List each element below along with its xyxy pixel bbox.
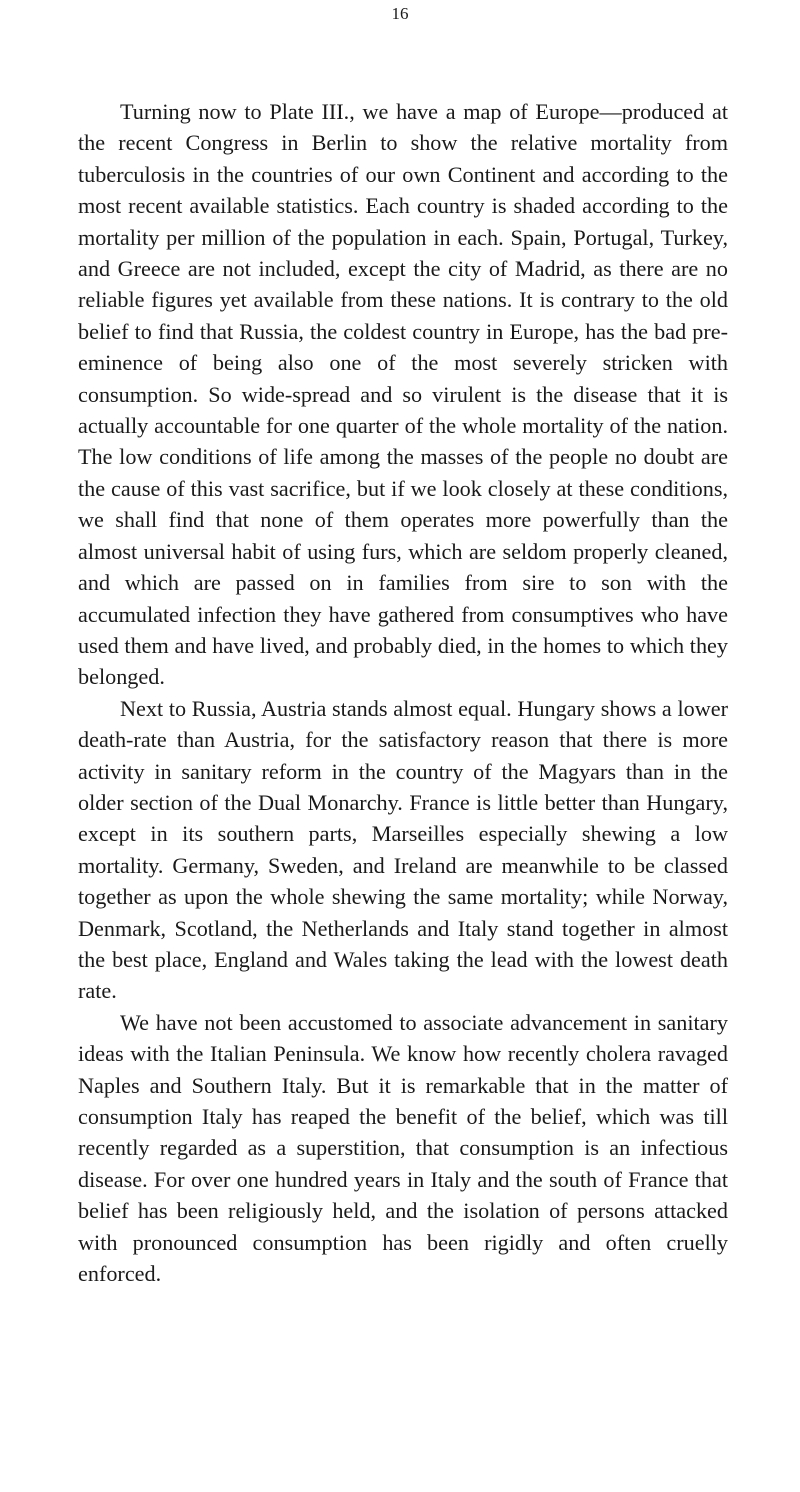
paragraph-3: We have not been accustomed to associate advancement in sanitary ideas with the Italian Peninsula. We know how recently cholera ravaged Naples and Southern Italy. But it is remarkable that in the matter of consumption Italy has reaped the benefit of the belief, which was till recently regarded as a superstition, that consumption is an infectious disease. For over one hundred years in Italy and the south of France that belief has been religiously held, and the isolation of persons attacked with pronounced consumption has been rigidly and often cruelly enforced. <box>78 1009 728 1287</box>
paragraph-1: Turning now to Plate III., we have a map of Europe—produced at the recent Congress in Berlin to show the relative mortality from tuberculosis in the countries of our own Continent and according to the most recent available statistics. Each country is shaded according to the mortality per million of the population in each. Spain, Portugal, Turkey, and Greece are not included, except the city of Madrid, as there are no reliable figures yet available from these nations. It is contrary to the old belief to find that Russia, the coldest country in Europe, has the bad pre-eminence of being also one of the most severely stricken with consumption. So wide-spread and so virulent is the disease that it is actually accountable for one quarter of the whole mortality of the nation. The low conditions of life among the masses of the people no doubt are the cause of this vast sacrifice, but if we look closely at these conditions, we shall find that none of them operates more powerfully than the almost universal habit of using furs, which are seldom properly cleaned, and which are passed on in families from sire to son with the accumulated infection they have gathered from consumptives who have used them and have lived, and probably died, in the homes to which they belonged. <box>78 99 728 690</box>
body-text <box>78 96 728 1289</box>
page-number: 16 <box>391 4 409 23</box>
paragraph-2: Next to Russia, Austria stands almost equal. Hungary shows a lower death-rate than Austria, for the satisfactory reason that there is more activity in sanitary reform in the country of the Magyars than in the older section of the Dual Monarchy. France is little better than Hungary, except in its southern parts, Marseilles especially shewing a low mortality. Germany, Sweden, and Ireland are meanwhile to be classed together as upon the whole shewing the same mortality; while Norway, Denmark, Scotland, the Netherlands and Italy stand together in almost the best place, England and Wales taking the lead with the lowest death rate. <box>78 695 728 1004</box>
